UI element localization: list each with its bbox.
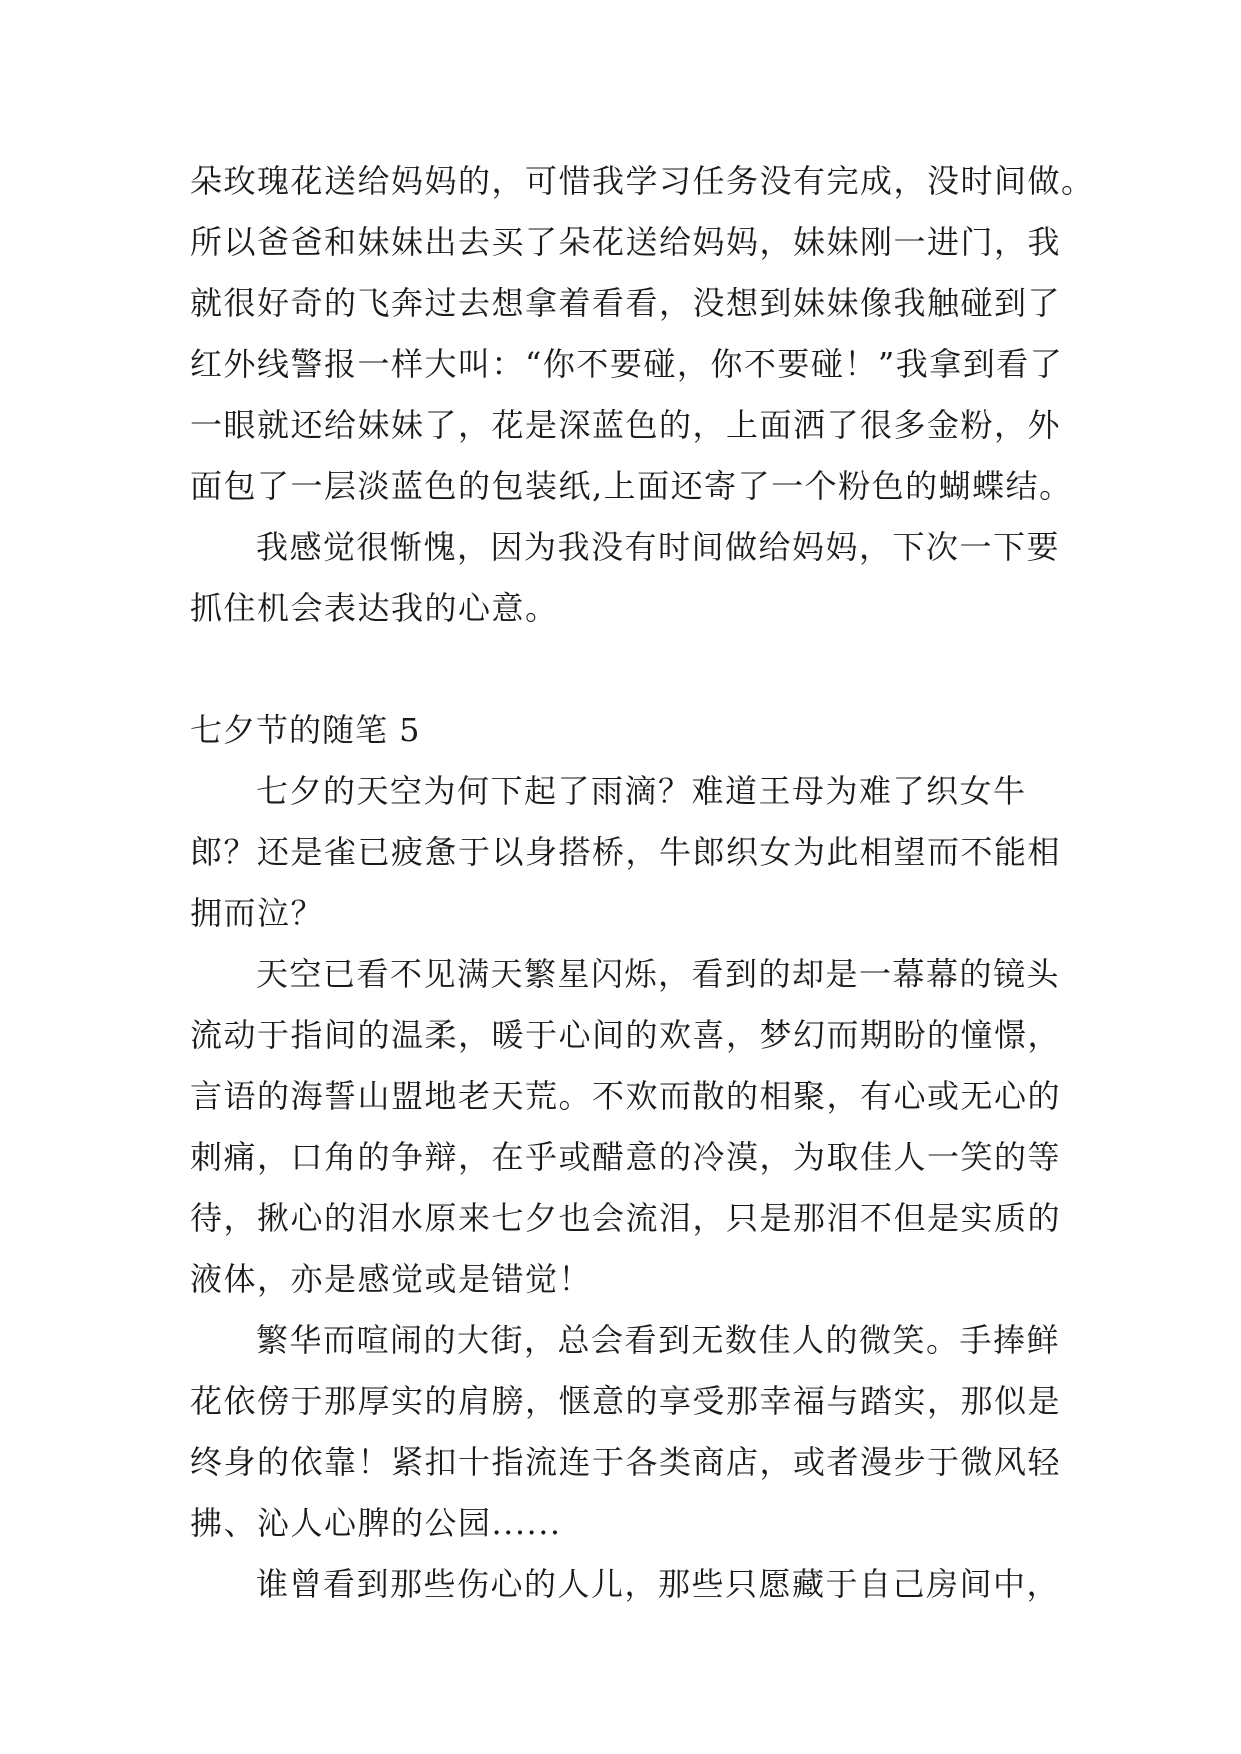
paragraph-line: 我感觉很惭愧，因为我没有时间做给妈妈，下次一下要 — [256, 528, 1061, 566]
paragraph-line: 谁曾看到那些伤心的人儿，那些只愿藏于自己房间中， — [256, 1565, 1061, 1603]
paragraph-line: 面包了一层淡蓝色的包装纸,上面还寄了一个粉色的蝴蝶结。 — [190, 467, 1073, 505]
paragraph-line: 刺痛，口角的争辩，在乎或醋意的冷漠，为取佳人一笑的等 — [190, 1138, 1062, 1176]
section-spacer — [190, 639, 1060, 700]
paragraph-line: 流动于指间的温柔，暖于心间的欢喜，梦幻而期盼的憧憬， — [190, 1016, 1062, 1054]
paragraph-line: 液体，亦是感觉或是错觉！ — [190, 1260, 593, 1298]
paragraph-line: 终身的依靠！紧扣十指流连于各类商店，或者漫步于微风轻 — [190, 1443, 1062, 1481]
paragraph-line: 郎？还是雀已疲惫于以身搭桥，牛郎织女为此相望而不能相 — [190, 833, 1062, 871]
document-body — [190, 151, 1095, 1615]
paragraph-line: 抓住机会表达我的心意。 — [190, 589, 559, 627]
section-title: 七夕节的随笔 5 — [190, 711, 421, 749]
paragraph-line: 花依傍于那厚实的肩膀，惬意的享受那幸福与踏实，那似是 — [190, 1382, 1062, 1420]
paragraph-line: 天空已看不见满天繁星闪烁，看到的却是一幕幕的镜头 — [256, 955, 1061, 993]
paragraph-line: 朵玫瑰花送给妈妈的，可惜我学习任务没有完成，没时间做。 — [190, 162, 1095, 200]
paragraph-line: 繁华而喧闹的大街，总会看到无数佳人的微笑。手捧鲜 — [256, 1321, 1061, 1359]
paragraph-line: 待，揪心的泪水原来七夕也会流泪，只是那泪不但是实质的 — [190, 1199, 1062, 1237]
paragraph-line: 言语的海誓山盟地老天荒。不欢而散的相聚，有心或无心的 — [190, 1077, 1062, 1115]
paragraph-line: 拥而泣？ — [190, 894, 325, 932]
paragraph-line: 就很好奇的飞奔过去想拿着看看，没想到妹妹像我触碰到了 — [190, 284, 1062, 322]
paragraph-line: 所以爸爸和妹妹出去买了朵花送给妈妈，妹妹刚一进门，我 — [190, 223, 1062, 261]
paragraph-line: 一眼就还给妹妹了，花是深蓝色的，上面洒了很多金粉，外 — [190, 406, 1062, 444]
paragraph-line: 红外线警报一样大叫：“你不要碰，你不要碰！”我拿到看了 — [190, 345, 1064, 383]
paragraph-line: 拂、沁人心脾的公园...... — [190, 1504, 562, 1542]
paragraph-line: 七夕的天空为何下起了雨滴？难道王母为难了织女牛 — [256, 772, 1027, 810]
